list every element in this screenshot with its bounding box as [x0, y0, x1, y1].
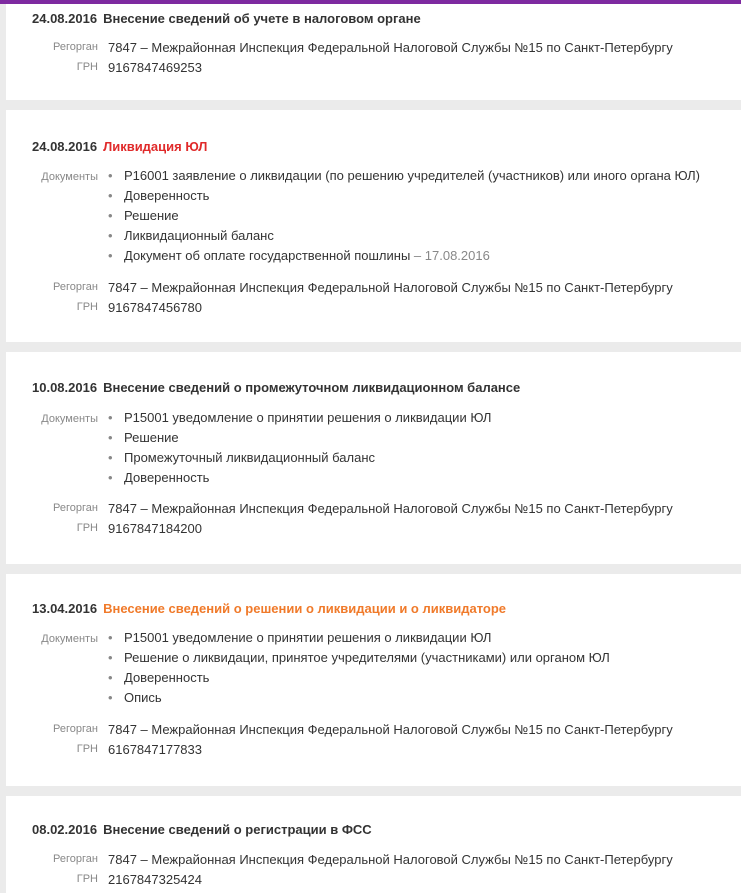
bullet-icon: •	[108, 168, 113, 183]
grn-value: 6167847177833	[108, 742, 202, 757]
registry-entry	[6, 574, 741, 786]
regorgan-value: 7847 – Межрайонная Инспекция Федеральной Налоговой Службы №15 по Санкт-Петербургу	[108, 852, 673, 867]
document-item: • Доверенность	[108, 668, 209, 688]
grn-row	[6, 58, 741, 78]
grn-value: 9167847184200	[108, 521, 202, 536]
entry-header	[32, 11, 421, 26]
entry-header	[32, 822, 372, 837]
document-item: • Решение	[108, 428, 179, 448]
entry-header	[32, 139, 207, 154]
bullet-icon: •	[108, 670, 113, 685]
grn-label: ГРН	[76, 873, 98, 885]
entry-title: Внесение сведений об учете в налоговом органе	[103, 11, 421, 26]
regorgan-value: 7847 – Межрайонная Инспекция Федеральной Налоговой Службы №15 по Санкт-Петербургу	[108, 40, 673, 55]
registry-entry	[6, 796, 741, 893]
bullet-icon: •	[108, 650, 113, 665]
bullet-icon: •	[108, 470, 113, 485]
entry-title: Внесение сведений о регистрации в ФСС	[103, 822, 372, 837]
document-item: • Р15001 уведомление о принятии решения о ликвидации ЮЛ	[108, 628, 491, 648]
regorgan-row	[6, 278, 741, 298]
grn-row	[6, 870, 741, 890]
entry-date: 13.04.2016	[32, 601, 98, 616]
regorgan-label: Регорган	[53, 723, 98, 735]
registry-entry	[6, 110, 741, 342]
entry-date: 08.02.2016	[32, 822, 98, 837]
regorgan-label: Регорган	[53, 281, 98, 293]
documents-label: Документы	[41, 413, 98, 425]
registry-entry	[6, 4, 741, 100]
regorgan-value: 7847 – Межрайонная Инспекция Федеральной Налоговой Службы №15 по Санкт-Петербургу	[108, 722, 673, 737]
registry-entry	[6, 352, 741, 564]
documents-label: Документы	[41, 633, 98, 645]
entry-header	[32, 601, 506, 616]
bullet-icon: •	[108, 188, 113, 203]
document-item: • Опись	[108, 688, 162, 708]
regorgan-row	[6, 850, 741, 870]
bullet-icon: •	[108, 248, 113, 263]
entry-title: Внесение сведений о решении о ликвидации и о ликвидаторе	[103, 601, 507, 616]
regorgan-label: Регорган	[53, 41, 98, 53]
regorgan-value: 7847 – Межрайонная Инспекция Федеральной Налоговой Службы №15 по Санкт-Петербургу	[108, 501, 673, 516]
bullet-icon: •	[108, 690, 113, 705]
grn-row	[6, 298, 741, 318]
grn-label: ГРН	[76, 522, 98, 534]
document-item: • Доверенность	[108, 468, 209, 488]
regorgan-row	[6, 720, 741, 740]
bullet-icon: •	[108, 450, 113, 465]
entry-date: 10.08.2016	[32, 380, 98, 395]
regorgan-label: Регорган	[53, 502, 98, 514]
documents-label: Документы	[41, 171, 98, 183]
bullet-icon: •	[108, 208, 113, 223]
bullet-icon: •	[108, 228, 113, 243]
document-item: • Промежуточный ликвидационный баланс	[108, 448, 375, 468]
document-item: • Решение о ликвидации, принятое учредителями (участниками) или органом ЮЛ	[108, 648, 610, 668]
regorgan-value: 7847 – Межрайонная Инспекция Федеральной Налоговой Службы №15 по Санкт-Петербургу	[108, 280, 673, 295]
bullet-icon: •	[108, 430, 113, 445]
regorgan-label: Регорган	[53, 853, 98, 865]
bullet-icon: •	[108, 410, 113, 425]
document-date: – 17.08.2016	[413, 248, 490, 263]
grn-label: ГРН	[76, 743, 98, 755]
document-item: • Р16001 заявление о ликвидации (по решению учредителей (участников) или иного органа ЮЛ)	[108, 166, 700, 186]
regorgan-row	[6, 38, 741, 58]
entry-date: 24.08.2016	[32, 11, 98, 26]
grn-value: 9167847456780	[108, 300, 202, 315]
document-item: • Р15001 уведомление о принятии решения о ликвидации ЮЛ	[108, 408, 491, 428]
entry-date: 24.08.2016	[32, 139, 98, 154]
grn-label: ГРН	[76, 61, 98, 73]
regorgan-row	[6, 499, 741, 519]
grn-label: ГРН	[76, 301, 98, 313]
grn-row	[6, 740, 741, 760]
grn-value: 9167847469253	[108, 60, 202, 75]
entry-title: Ликвидация ЮЛ	[103, 139, 208, 154]
document-item: • Документ об оплате государственной пошлины – 17.08.2016	[108, 246, 490, 266]
grn-value: 2167847325424	[108, 872, 202, 887]
document-item: • Ликвидационный баланс	[108, 226, 274, 246]
document-item: • Доверенность	[108, 186, 209, 206]
document-item: • Решение	[108, 206, 179, 226]
bullet-icon: •	[108, 630, 113, 645]
grn-row	[6, 519, 741, 539]
entry-title: Внесение сведений о промежуточном ликвидационном балансе	[103, 380, 521, 395]
entry-header	[32, 380, 520, 395]
